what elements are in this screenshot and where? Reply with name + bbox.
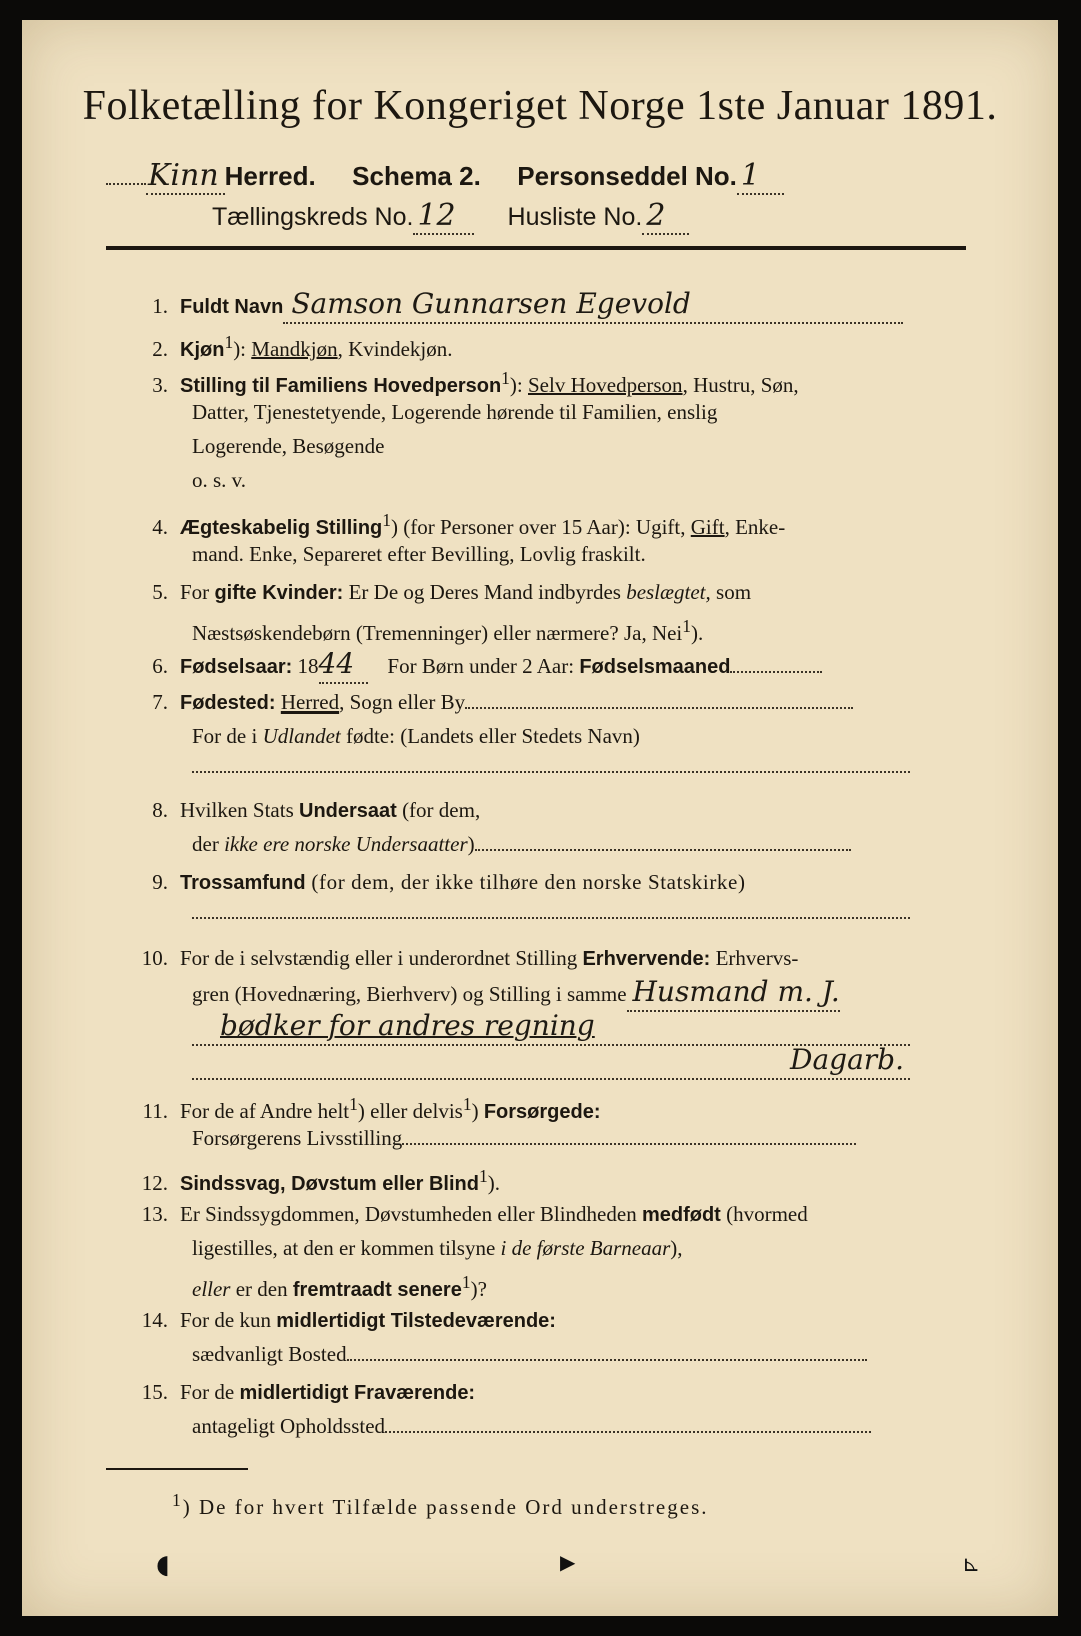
footnote: $^1$) De for hvert Tilfælde passende Ord understreges. [172,1490,709,1519]
footnote-divider [106,1468,248,1470]
herred-line [106,158,784,195]
question-8: 8. Hvilken Stats Undersaat (for dem, [152,798,481,822]
personseddel-value: 1 [740,158,760,193]
question-1: 1. Fuldt Navn Samson Gunnarsen Egevold [130,288,980,324]
registration-mark-center: ▶ [560,1550,576,1574]
census-form-page [22,20,1058,1616]
marital-selected: Gift [690,515,725,539]
q5-line2: Næstsøskendebørn (Tremenninger) eller nærmere? Ja, Nei$^1$). [192,616,704,645]
q3-line4: o. s. v. [192,468,247,492]
q4-line2: mand. Enke, Separeret efter Bevilling, Lovlig fraskilt. [192,542,646,566]
question-7: 7. Fødested: Herred, Sogn eller By [130,686,980,719]
q7-line2: For de i Udlandet fødte: (Landets eller Stedets Navn) [192,724,640,748]
q13-line2: ligestilles, at den er kommen tilsyne i de første Barneaar), [192,1236,683,1260]
question-5: 5. For gifte Kvinder: Er De og Deres Mand indbyrdes beslægtet, som [152,580,752,604]
q7-fill [130,750,1042,782]
q15-line2: antageligt Opholdssted [130,1410,1042,1442]
occupation-value-1: Husmand m. J. [632,975,840,1008]
q13-line3: eller er den fremtraadt senere$^1$)? [192,1272,487,1301]
herred-value: Kinn [148,158,219,193]
occupation-value-3: Dagarb. [790,1043,904,1076]
q14-line2: sædvanligt Bosted [130,1338,1042,1370]
q10-line3 [130,1010,1042,1046]
husliste-value: 2 [646,198,666,233]
q1-label: Fuldt Navn [180,296,284,318]
question-4: 4. Ægteskabelig Stilling$^1$) (for Personer over 15 Aar): Ugift, Gift, Enke- [152,510,786,539]
q3-line3: Logerende, Besøgende [192,434,385,458]
husliste-label: Husliste No. [507,203,643,231]
personseddel-label: Personseddel No. [517,161,737,191]
question-3: 3. Stilling til Familiens Hovedperson$^1$): Selv Hovedperson, Hustru, Søn, [152,368,799,397]
q11-line2: Forsørgerens Livsstilling [130,1122,1042,1154]
question-10: 10. For de i selvstændig eller i underordnet Stilling Erhvervende: Erhvervs- [141,946,799,970]
question-6: 6. Fødselsaar: 1844 For Børn under 2 Aar: Fødselsmaaned [130,648,980,684]
question-15: 15. For de midlertidigt Fraværende: [141,1380,476,1404]
question-2: 2. Kjøn$^1$): Mandkjøn, Kvindekjøn. [152,332,453,361]
kreds-label: Tællingskreds No. [212,203,414,231]
herred-label: Herred. [224,161,316,191]
q10-line4 [130,1044,1042,1080]
kreds-value: 12 [417,198,456,233]
header-divider [106,246,966,250]
q8-line2: der ikke ere norske Undersaatter) [130,828,1042,860]
q3-line2: Datter, Tjenestetyende, Logerende hørende til Familien, enslig [192,400,718,424]
question-12: 12. Sindssvag, Døvstum eller Blind$^1$). [141,1166,500,1195]
question-11: 11. For de af Andre helt$^1$) eller delvis$^1$) Forsørgede: [142,1094,601,1123]
birth-year-value: 44 [318,647,355,680]
question-13: 13. Er Sindssygdommen, Døvstumheden eller Blindheden medfødt (hvormed [141,1202,808,1226]
kreds-line [212,198,689,235]
birthplace-selected: Herred [280,690,340,714]
q10-line2: gren (Hovednæring, Bierhverv) og Stilling i samme Husmand m. J. [130,976,1042,1012]
registration-mark-right: ⊾ [962,1552,981,1577]
form-title: Folketælling for Kongeriget Norge 1ste Januar 1891. [82,83,998,129]
q9-fill [130,896,1042,928]
schema-label: Schema 2. [352,161,481,191]
position-selected: Selv Hovedperson [528,373,683,397]
question-9: 9. Trossamfund (for dem, der ikke tilhøre den norske Statskirke) [152,870,746,894]
occupation-value-2: bødker for andres regning [220,1009,595,1042]
gender-selected: Mandkjøn [251,337,338,361]
registration-mark-left: ◖ [156,1550,170,1580]
full-name-value: Samson Gunnarsen Egevold [291,287,691,320]
question-14: 14. For de kun midlertidigt Tilstedeværende: [141,1308,556,1332]
